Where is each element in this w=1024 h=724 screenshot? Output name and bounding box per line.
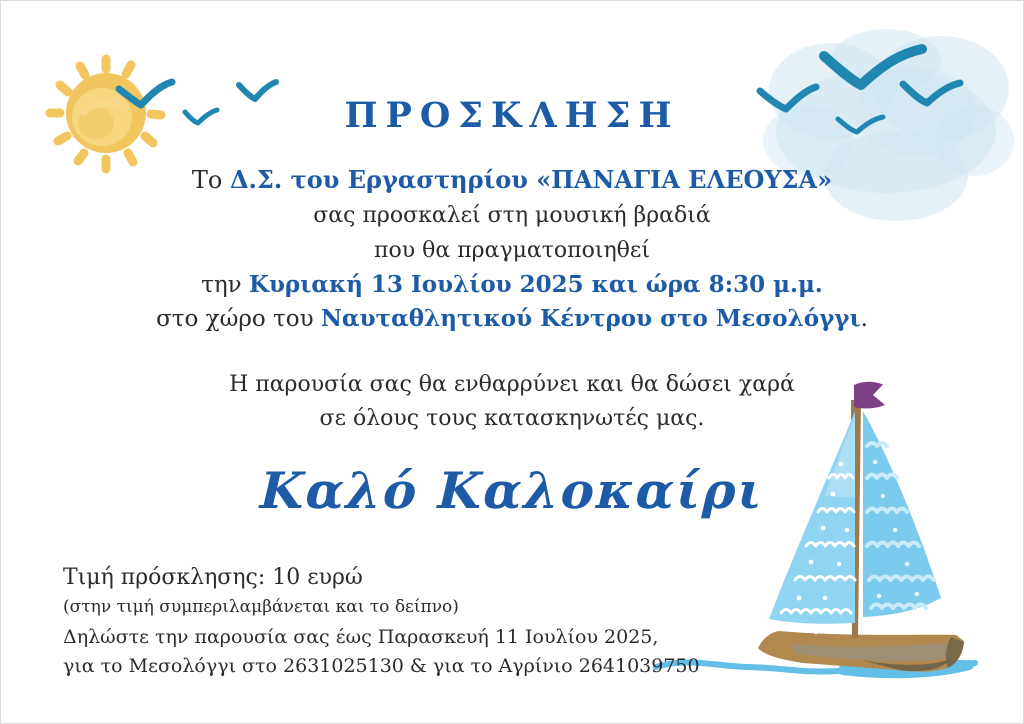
host-line bbox=[1, 165, 1023, 194]
price-line: Τιμή πρόσκλησης: 10 ευρώ bbox=[63, 565, 363, 590]
message-line: Η παρουσία σας θα ενθαρρύνει και θα δώσει χαρά bbox=[229, 372, 795, 397]
host-prefix: Το bbox=[191, 166, 230, 194]
venue-line bbox=[1, 305, 1023, 332]
message-line: σε όλους τους κατασκηνωτές μας. bbox=[319, 406, 705, 431]
invite-text-line: που θα πραγματοποιηθεί bbox=[374, 238, 650, 263]
price-note: (στην τιμή συμπεριλαμβάνεται και το δείπνο) bbox=[63, 597, 459, 617]
summer-greeting: Καλό Καλοκαίρι bbox=[259, 461, 765, 520]
datetime-line bbox=[1, 271, 1023, 298]
datetime-prefix: την bbox=[201, 272, 249, 298]
event-datetime: Κυριακή 13 Ιουλίου 2025 και ώρα 8:30 μ.μ. bbox=[248, 271, 823, 298]
host-organization: Δ.Σ. του Εργαστηρίου «ΠΑΝΑΓΙΑ ΕΛΕΟΥΣΑ» bbox=[229, 165, 833, 194]
page-title: ΠΡΟΣΚΛΗΣΗ bbox=[344, 95, 680, 136]
boat-sail-left bbox=[769, 411, 855, 634]
invite-text-line: σας προσκαλεί στη μουσική βραδιά bbox=[313, 203, 711, 228]
footer-details bbox=[63, 565, 700, 684]
event-venue: Ναυταθλητικού Κέντρου στο Μεσολόγγι bbox=[320, 305, 861, 332]
rsvp-phones: για το Μεσολόγγι στο 2631025130 & για το Αγρίνιο 2641039750 bbox=[63, 655, 700, 677]
venue-prefix: στο χώρο του bbox=[156, 306, 321, 332]
boat-hull bbox=[758, 631, 964, 672]
venue-suffix: . bbox=[860, 306, 868, 332]
rsvp-deadline: Δηλώστε την παρουσία σας έως Παρασκευή 11 Ιουλίου 2025, bbox=[63, 626, 659, 648]
